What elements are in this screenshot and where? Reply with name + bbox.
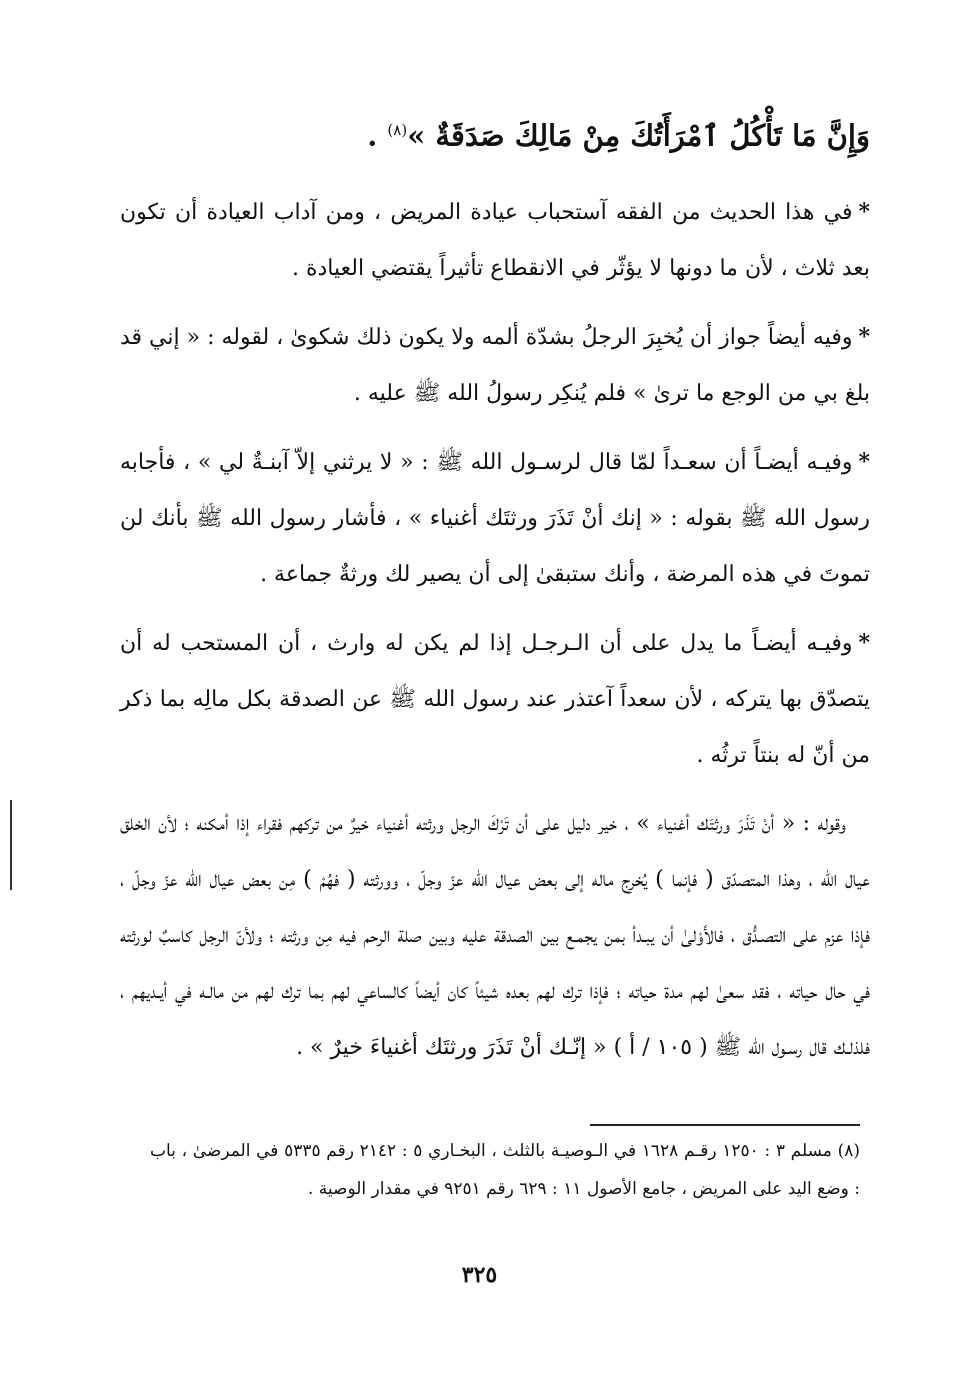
page-number: ٣٢٥	[461, 1262, 498, 1288]
footnote-8: (٨) مسلم ٣ : ١٢٥٠ رقـم ١٦٢٨ في الـوصيـة بالثلث ، البخـاري ٥ : ٢١٤٢ رقم ٥٣٣٥ في المرضىٰ ، باب : وضع اليد على المريض ، جامع الأصول ١١ : ٦٢٩ رقم ٩٢٥١ في مقدار الوصية .	[150, 1141, 860, 1199]
footnote-separator	[590, 1124, 860, 1126]
paragraph-1	[120, 184, 870, 297]
main-text	[120, 100, 870, 1088]
paragraph-3	[120, 434, 870, 603]
paragraph-text: وقوله : « أنْ تَذَرَ ورثتَك أغنياء » ، خير دليل على أن تَرْكَ الرجل ورثته أغنياء خيرٌ من تركهم فقراء إذا أمكنه ؛ لأن الخلق عيال الله ، وهذا المتصدّق ( فإنما ) يُخرِج ماله إلى بعض عيال الله عزّ وجلّ ، وورثته ( فهُمْ ) مِن بعض عيال الله عزّ وجلّ ، فإذا عزم على التصـدُّق ، فالأَوْلىٰ أن يبـدأ بمن يجمـع بين الصدقة عليه وبين صلة الرحم فيه مِن ورثته ؛ ولأنّ الرجل كاسبٌ لورثته في حال حياته ، فقد سعىٰ لهم مدة حياته ؛ فإذا ترك لهم بعده شيئاً كان أيضاً كالساعي لهم بما ترك لهم من مالـه في أيـديهم ، فلذلـك قال رسـول الله ﷺ ( ١٠٥ / أ ) « إنّـك أنْ تَذَرَ ورثتَك أغنياءَ خيرٌ » .	[120, 810, 870, 1060]
paragraph-text: وفيه أيضاً جواز أن يُخبِرَ الرجلُ بشدّة ألمه ولا يكون ذلك شكوىٰ ، لقوله : « إني قد بلغ بي من الوجع ما ترىٰ » فلم يُنكِر رسولُ الله ﷺ عليه .	[120, 324, 870, 406]
bullet-marker: *	[858, 198, 870, 225]
bullet-marker: *	[858, 629, 870, 656]
margin-line	[10, 800, 12, 890]
hadith-line	[120, 100, 870, 166]
paragraph-text: وفيـه أيضـاً ما يدل على أن الـرجـل إذا لم يكن له وارث ، أن المستحب له أن يتصدّق بها يتركه ، لأن سعداً آعتذر عند رسول الله ﷺ عن الصدقة بكل مالِه بما ذكر من أنّ له بنتاً ترثُه .	[120, 630, 870, 768]
hadith-text: وَإِنَّ مَا تَأْكُلُ ٱمْرَأَتُكَ مِنْ مَالِكَ صَدَقَةٌ »	[407, 118, 870, 153]
hadith-end: .	[367, 118, 388, 153]
paragraph-text: في هذا الحديث من الفقه آستحباب عيادة المريض ، ومن آداب العيادة أن تكون بعد ثلاث ، لأن ما دونها لا يؤثّر في الانقطاع تأثيراً يقتضي العيادة .	[120, 199, 870, 281]
bullet-marker: *	[858, 323, 870, 350]
footnote-reference: (٨)	[387, 121, 408, 139]
paragraph-4	[120, 615, 870, 784]
paragraph-5	[120, 796, 870, 1076]
bullet-marker: *	[858, 448, 870, 475]
footnotes	[150, 1132, 860, 1208]
paragraph-text: وفيـه أيضـاً أن سعـداً لمّا قال لرسـول الله ﷺ : « لا يرثني إلاّ آبنـةٌ لي » ، فأجابه رسول الله ﷺ بقوله : « إنك أنْ تَذَرَ ورثتَك أغنياء » ، فأشار رسول الله ﷺ بأنك لن تموتَ في هذه المرضة ، وأنك ستبقىٰ إلى أن يصير لك ورثةٌ جماعة .	[120, 449, 870, 587]
paragraph-2	[120, 309, 870, 422]
